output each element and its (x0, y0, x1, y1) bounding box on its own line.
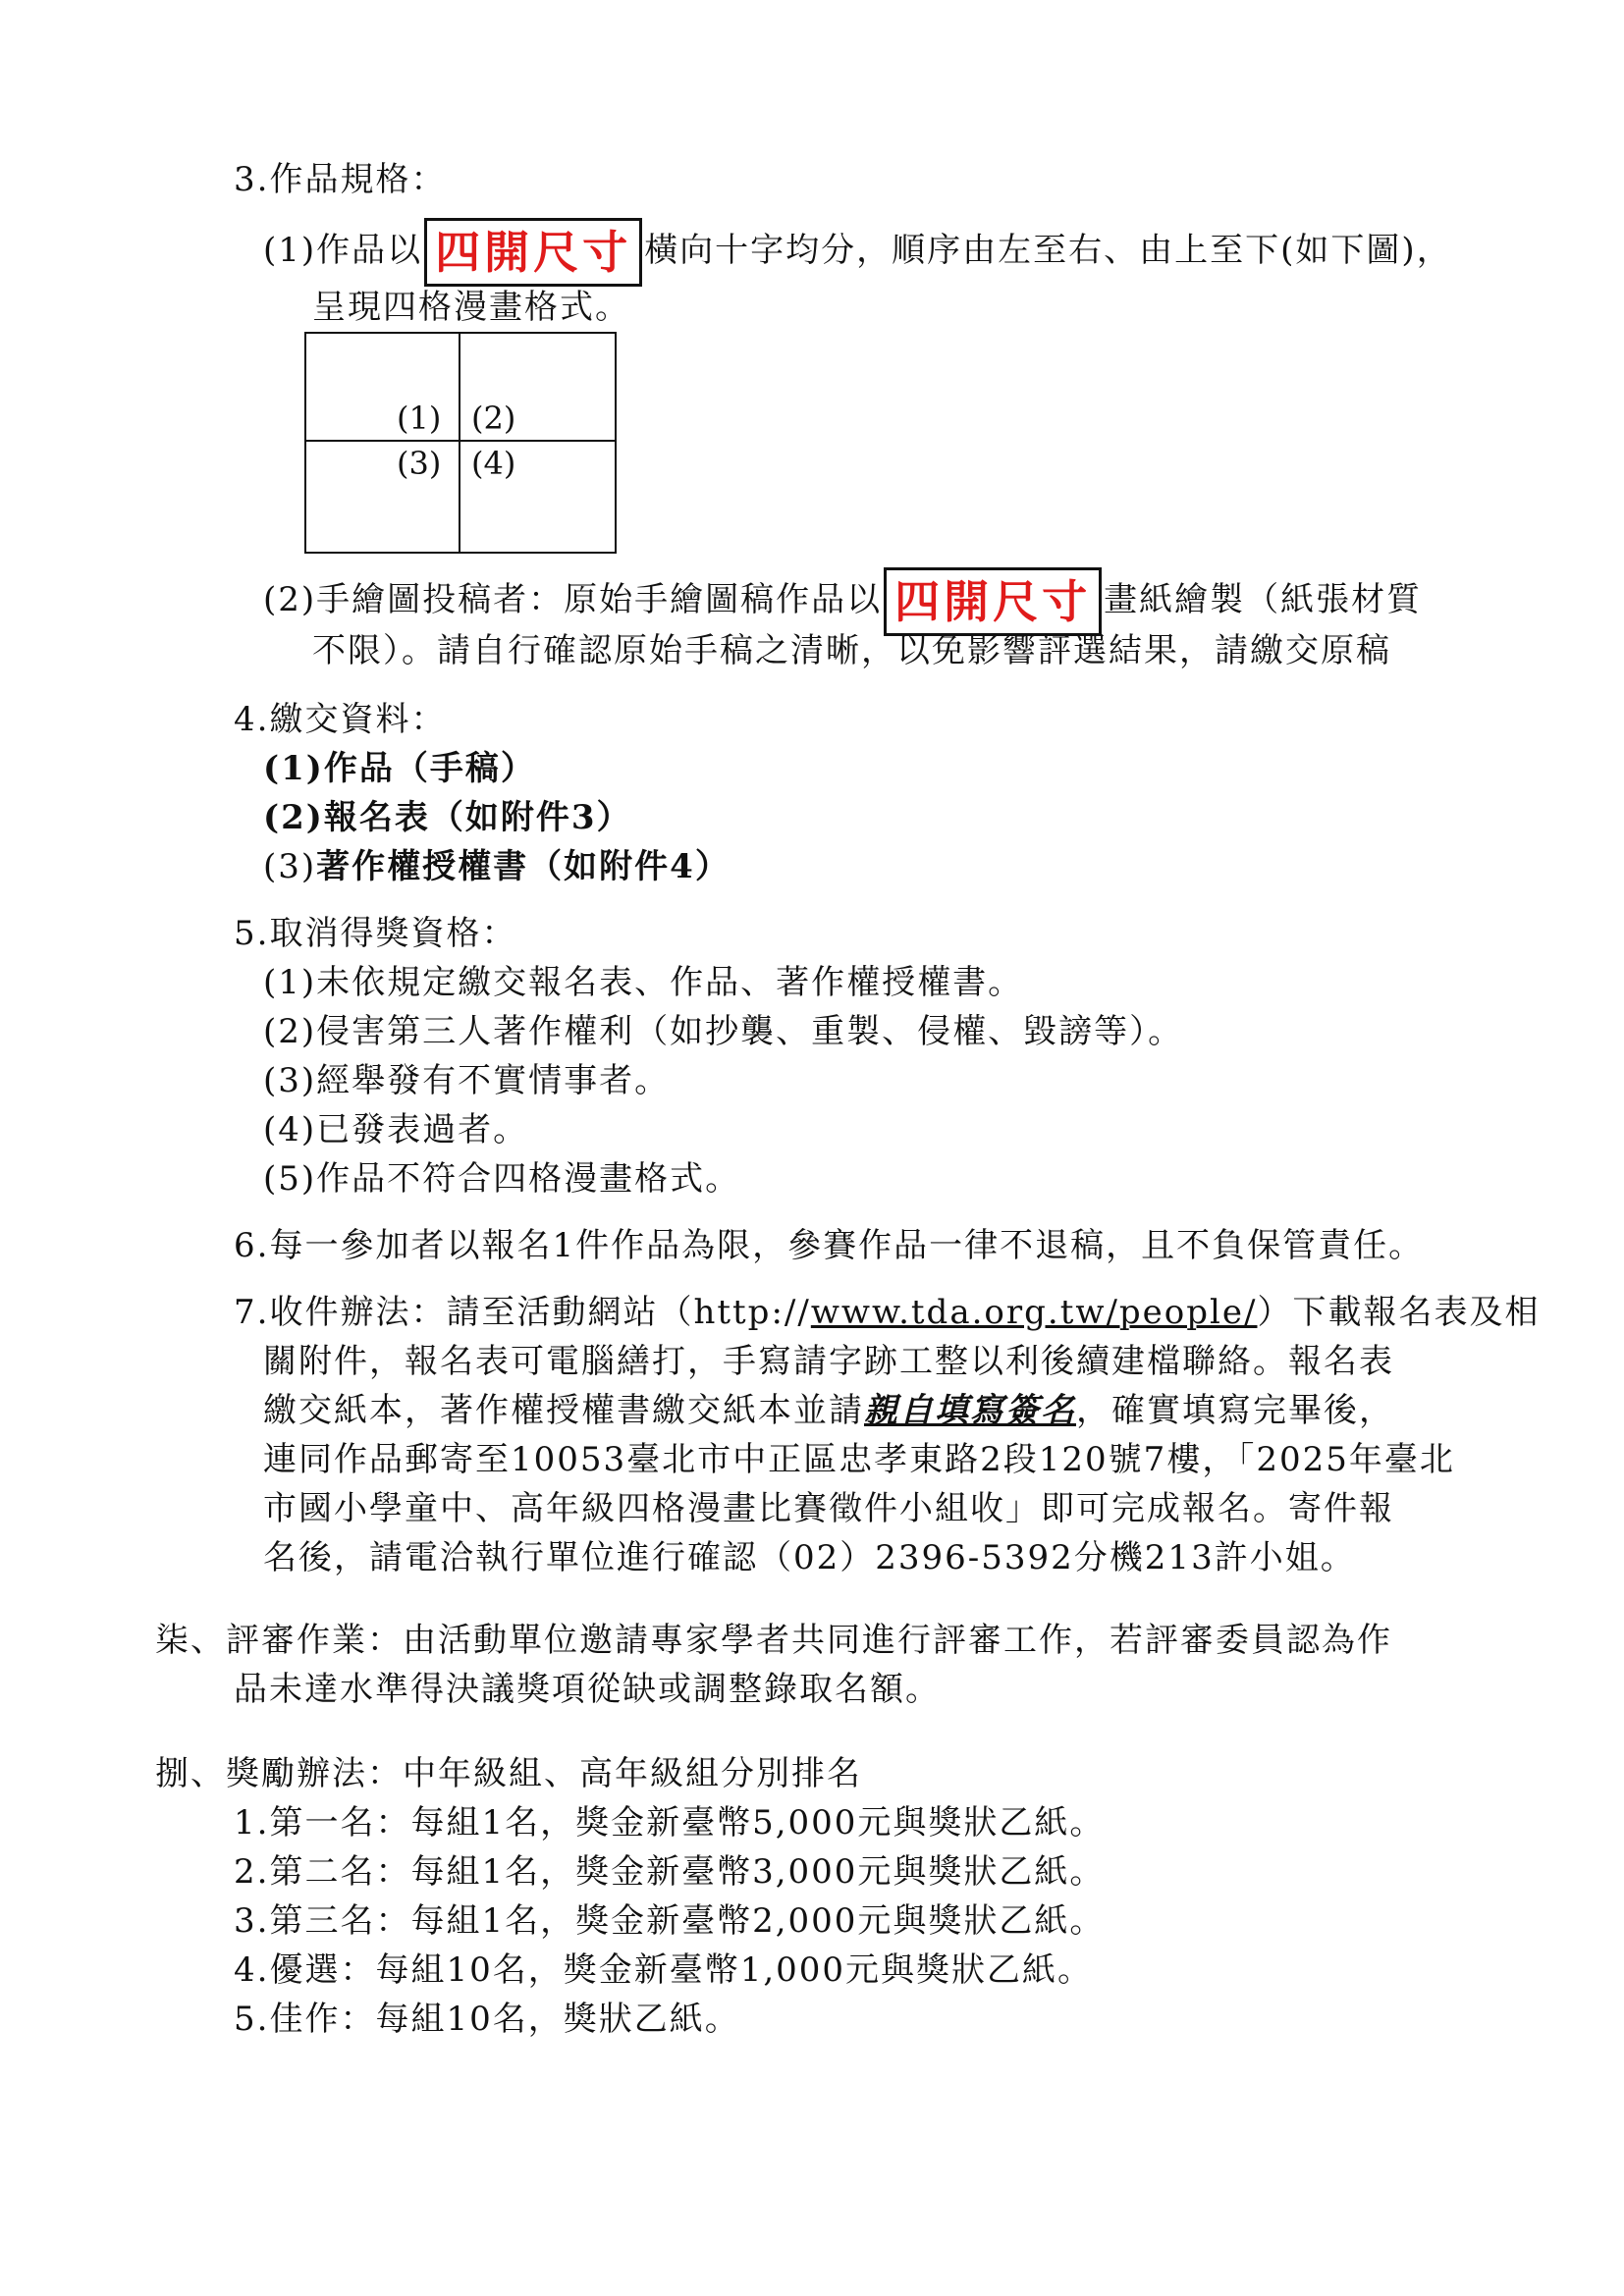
section-7-line6: 名後，請電洽執行單位進行確認（02）2396-5392分機213許小姐。 (263, 1538, 1356, 1577)
disqualify-item-4: (4)已發表過者。 (263, 1110, 529, 1149)
section-4-title: 4.繳交資料： (234, 700, 447, 739)
panel-label-3: (3) (397, 445, 442, 482)
section-7-line1 (234, 1290, 1541, 1335)
spec-item-1-line2: 呈現四格漫畫格式。 (312, 288, 630, 327)
disqualify-item-5: (5)作品不符合四格漫畫格式。 (263, 1159, 741, 1199)
spec-item-2-post: 畫紙繪製（紙張材質 (1104, 580, 1423, 619)
spec-item-1-pre: (1)作品以 (263, 231, 423, 270)
signature-emphasis: 親自填寫簽名 (864, 1391, 1076, 1430)
award-item-4: 4.優選：每組10名，獎金新臺幣1,000元與獎狀乙紙。 (234, 1950, 1094, 1990)
panel-label-4: (4) (471, 445, 516, 482)
spec-item-1-post: 橫向十字均分，順序由左至右、由上至下(如下圖)， (644, 231, 1452, 270)
submit-item-3-text: 著作權授權書（如附件4） (316, 847, 731, 886)
judging-line1: 柒、評審作業：由活動單位邀請專家學者共同進行評審工作，若評審委員認為作 (155, 1621, 1392, 1660)
website-url-link[interactable]: www.tda.org.tw/people/ (810, 1293, 1258, 1332)
section-7-line4: 連同作品郵寄至10053臺北市中正區忠孝東路2段120號7樓，「2025年臺北 (263, 1440, 1455, 1479)
disqualify-item-1: (1)未依規定繳交報名表、作品、著作權授權書。 (263, 963, 1024, 1002)
disqualify-item-2: (2)侵害第三人著作權利（如抄襲、重製、侵權、毀謗等）。 (263, 1012, 1184, 1051)
spec-item-2 (263, 567, 1422, 636)
website-url-prefix: http:// (693, 1293, 811, 1332)
spec-item-2-line2: 不限）。請自行確認原始手稿之清晰，以免影響評選結果，請繳交原稿 (312, 631, 1391, 670)
panel-label-2: (2) (471, 400, 516, 437)
section-7-line1-pre: 7.收件辦法：請至活動網站（ (234, 1293, 694, 1332)
judging-line2: 品未達水準得決議獎項從缺或調整錄取名額。 (234, 1670, 941, 1709)
section-5-title: 5.取消得獎資格： (234, 914, 517, 953)
award-item-2: 2.第二名：每組1名，獎金新臺幣3,000元與獎狀乙紙。 (234, 1852, 1106, 1892)
spec-item-2-pre: (2)手繪圖投稿者：原始手繪圖稿作品以 (263, 580, 883, 619)
section-7-line2: 關附件，報名表可電腦繕打，手寫請字跡工整以利後續建檔聯絡。報名表 (263, 1342, 1394, 1381)
panel-label-1: (1) (397, 400, 442, 437)
section-3-title: 3.作品規格： (234, 160, 447, 199)
diagram-horizontal-divider (306, 440, 615, 442)
section-7-line3-post: ，確實填寫完畢後， (1076, 1391, 1394, 1430)
diagram-vertical-divider (459, 334, 460, 552)
submit-item-2: (2)報名表（如附件3） (263, 798, 632, 837)
section-7-line3-pre: 繳交紙本，著作權授權書繳交紙本並請 (263, 1391, 864, 1430)
spec-item-1 (263, 218, 1452, 287)
submit-item-3 (263, 844, 731, 889)
section-6-text: 6.每一參加者以報名1件作品為限，參賽作品一律不退稿，且不負保管責任。 (234, 1226, 1425, 1265)
section-7-line5: 市國小學童中、高年級四格漫畫比賽徵件小組收」即可完成報名。寄件報 (263, 1489, 1394, 1528)
size-highlight-box: 四開尺寸 (884, 567, 1102, 636)
disqualify-item-3: (3)經舉發有不實情事者。 (263, 1061, 671, 1100)
submit-item-3-num: (3) (263, 847, 317, 886)
four-panel-diagram (304, 332, 617, 554)
submit-item-1: (1)作品（手稿） (263, 749, 536, 788)
section-7-line1-post: ）下載報名表及相 (1257, 1293, 1541, 1332)
award-item-1: 1.第一名：每組1名，獎金新臺幣5,000元與獎狀乙紙。 (234, 1803, 1106, 1842)
award-item-3: 3.第三名：每組1名，獎金新臺幣2,000元與獎狀乙紙。 (234, 1901, 1106, 1941)
award-item-5: 5.佳作：每組10名，獎狀乙紙。 (234, 2000, 740, 2039)
size-highlight-box: 四開尺寸 (424, 218, 642, 287)
section-7-line3 (263, 1388, 1394, 1433)
awards-title: 捌、獎勵辦法：中年級組、高年級組分別排名 (155, 1754, 862, 1793)
